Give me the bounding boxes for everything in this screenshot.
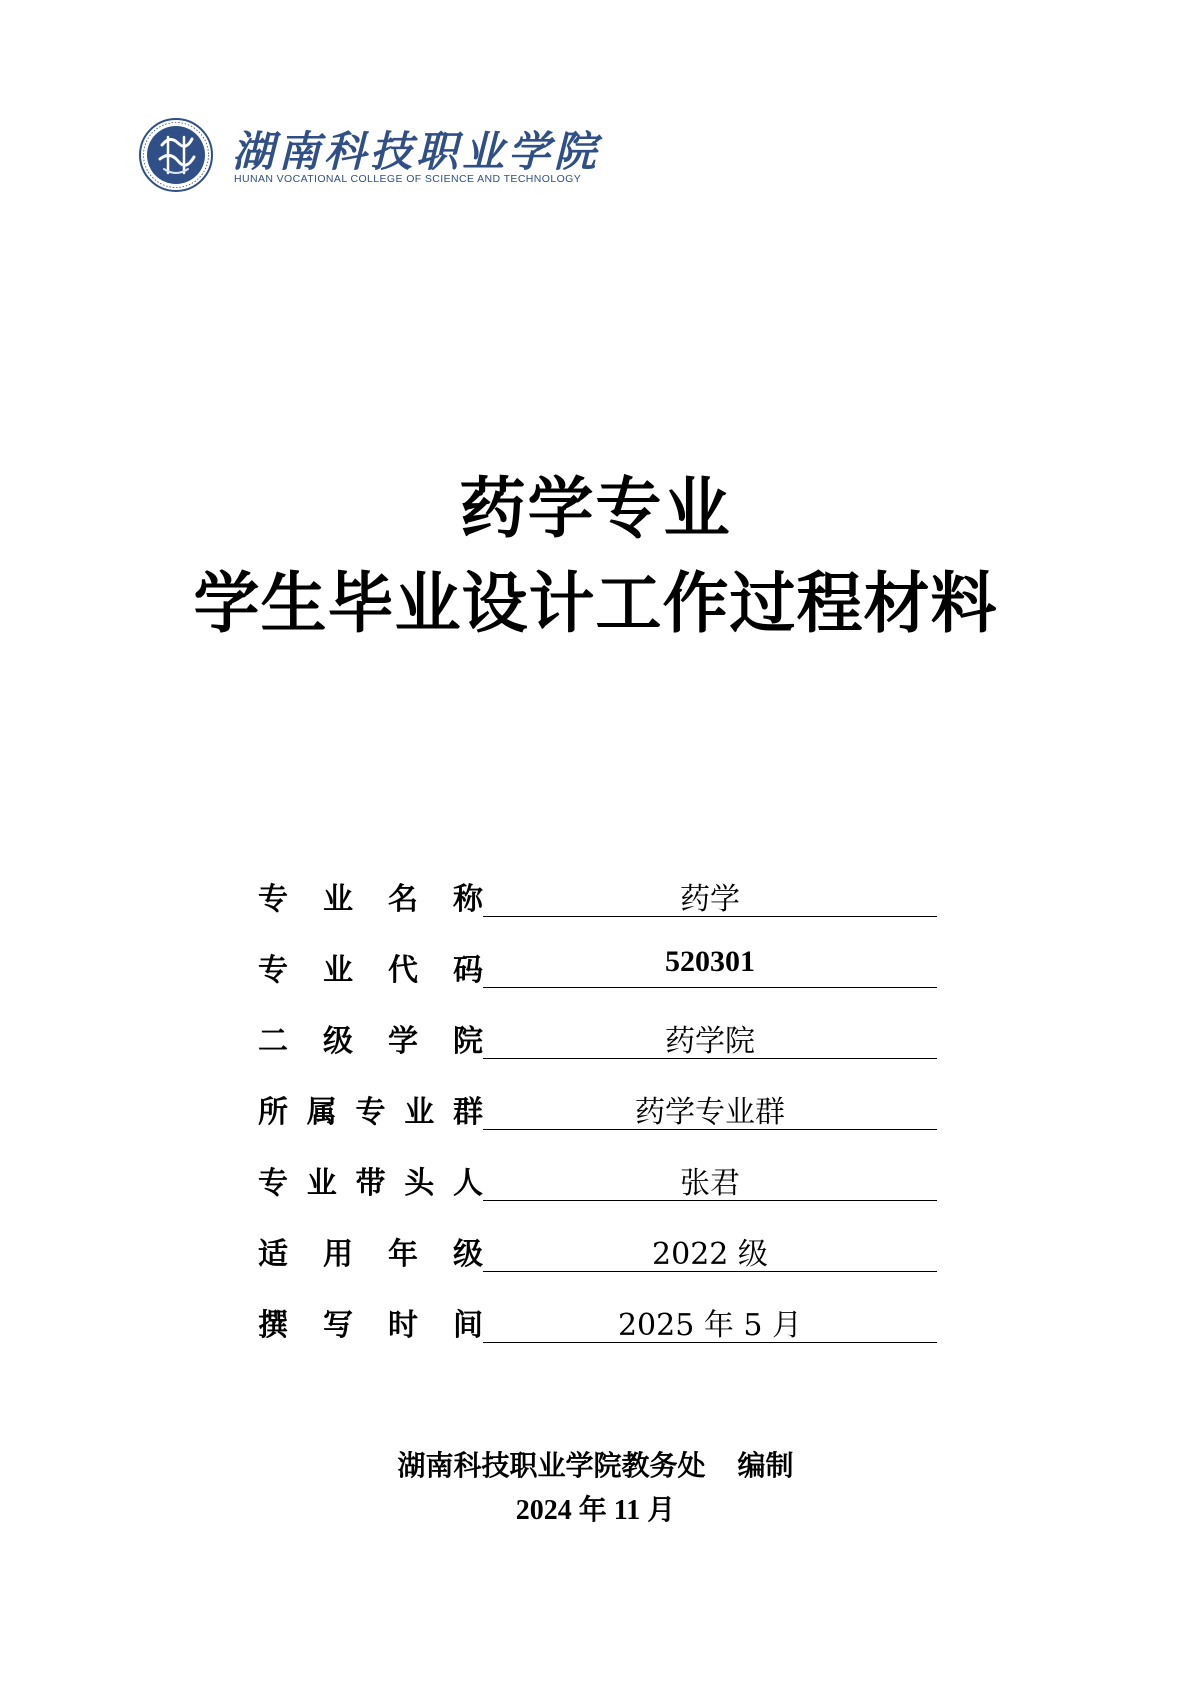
info-value: 药学院 [665, 1024, 755, 1059]
info-label-char: 业 [323, 882, 353, 917]
info-label-char: 称 [453, 882, 483, 917]
info-value-field [483, 1154, 937, 1201]
info-label-char: 专 [258, 953, 288, 988]
info-row [258, 870, 938, 941]
info-label-char: 间 [453, 1308, 483, 1343]
info-value: 药学 [680, 882, 740, 917]
info-label-char: 代 [388, 953, 418, 988]
info-label-char: 名 [388, 882, 418, 917]
info-value-field [483, 1083, 937, 1130]
info-label-char: 专 [355, 1095, 386, 1130]
info-label-char: 带 [355, 1166, 386, 1201]
info-row [258, 941, 938, 1012]
info-label-char: 属 [306, 1095, 337, 1130]
info-label-char: 用 [323, 1237, 353, 1272]
info-label-char: 码 [453, 953, 483, 988]
info-form [258, 870, 938, 1367]
info-label-char: 专 [258, 882, 288, 917]
info-row [258, 1225, 938, 1296]
info-row [258, 1154, 938, 1225]
document-title-line1: 药学专业 [459, 470, 732, 547]
info-value: 520301 [665, 945, 755, 978]
info-value-field [483, 1296, 937, 1343]
info-value: 2025 年 5 月 [617, 1308, 803, 1343]
info-label-char: 业 [306, 1166, 337, 1201]
footer-org [0, 1444, 1191, 1484]
info-label-char: 群 [453, 1095, 483, 1130]
info-label [258, 1229, 483, 1273]
info-row [258, 1083, 938, 1154]
info-label-char: 业 [404, 1095, 435, 1130]
footer-action: 编制 [737, 1449, 794, 1482]
info-label-char: 头 [404, 1166, 435, 1201]
info-value: 药学专业群 [635, 1095, 785, 1130]
info-label-char: 学 [388, 1024, 418, 1059]
info-label [258, 1158, 483, 1202]
info-label [258, 1016, 483, 1060]
document-title-line2: 学生毕业设计工作过程材料 [193, 565, 998, 642]
info-value: 2022 级 [652, 1237, 768, 1272]
info-label-char: 级 [453, 1237, 483, 1272]
info-value-field [483, 1225, 937, 1272]
footer-date: 2024 年 11 月 [515, 1495, 676, 1526]
info-row [258, 1296, 938, 1367]
info-value-field [483, 1012, 937, 1059]
info-label-char: 写 [323, 1308, 353, 1343]
info-label [258, 1300, 483, 1344]
info-label [258, 874, 483, 918]
footer-org-name: 湖南科技职业学院教务处 [397, 1449, 706, 1482]
info-value: 张君 [680, 1166, 740, 1201]
info-label-char: 撰 [258, 1308, 288, 1343]
info-row [258, 1012, 938, 1083]
info-label [258, 1087, 483, 1131]
info-label-char: 专 [258, 1166, 288, 1201]
info-label [258, 945, 483, 989]
info-value-field [483, 870, 937, 917]
college-name-cn: 湖南科技职业学院 [232, 127, 601, 176]
info-label-char: 二 [258, 1024, 288, 1059]
info-label-char: 适 [258, 1237, 288, 1272]
info-label-char: 年 [388, 1237, 418, 1272]
college-logo [138, 115, 608, 195]
info-label-char: 时 [388, 1308, 418, 1343]
college-name-en: HUNAN VOCATIONAL COLLEGE OF SCIENCE AND TECHNOLOGY [234, 173, 582, 185]
college-emblem-icon [138, 117, 214, 193]
info-value-field [483, 941, 937, 988]
info-label-char: 院 [453, 1024, 483, 1059]
info-label-char: 人 [453, 1166, 483, 1201]
info-label-char: 所 [258, 1095, 288, 1130]
info-label-char: 级 [323, 1024, 353, 1059]
info-label-char: 业 [323, 953, 353, 988]
